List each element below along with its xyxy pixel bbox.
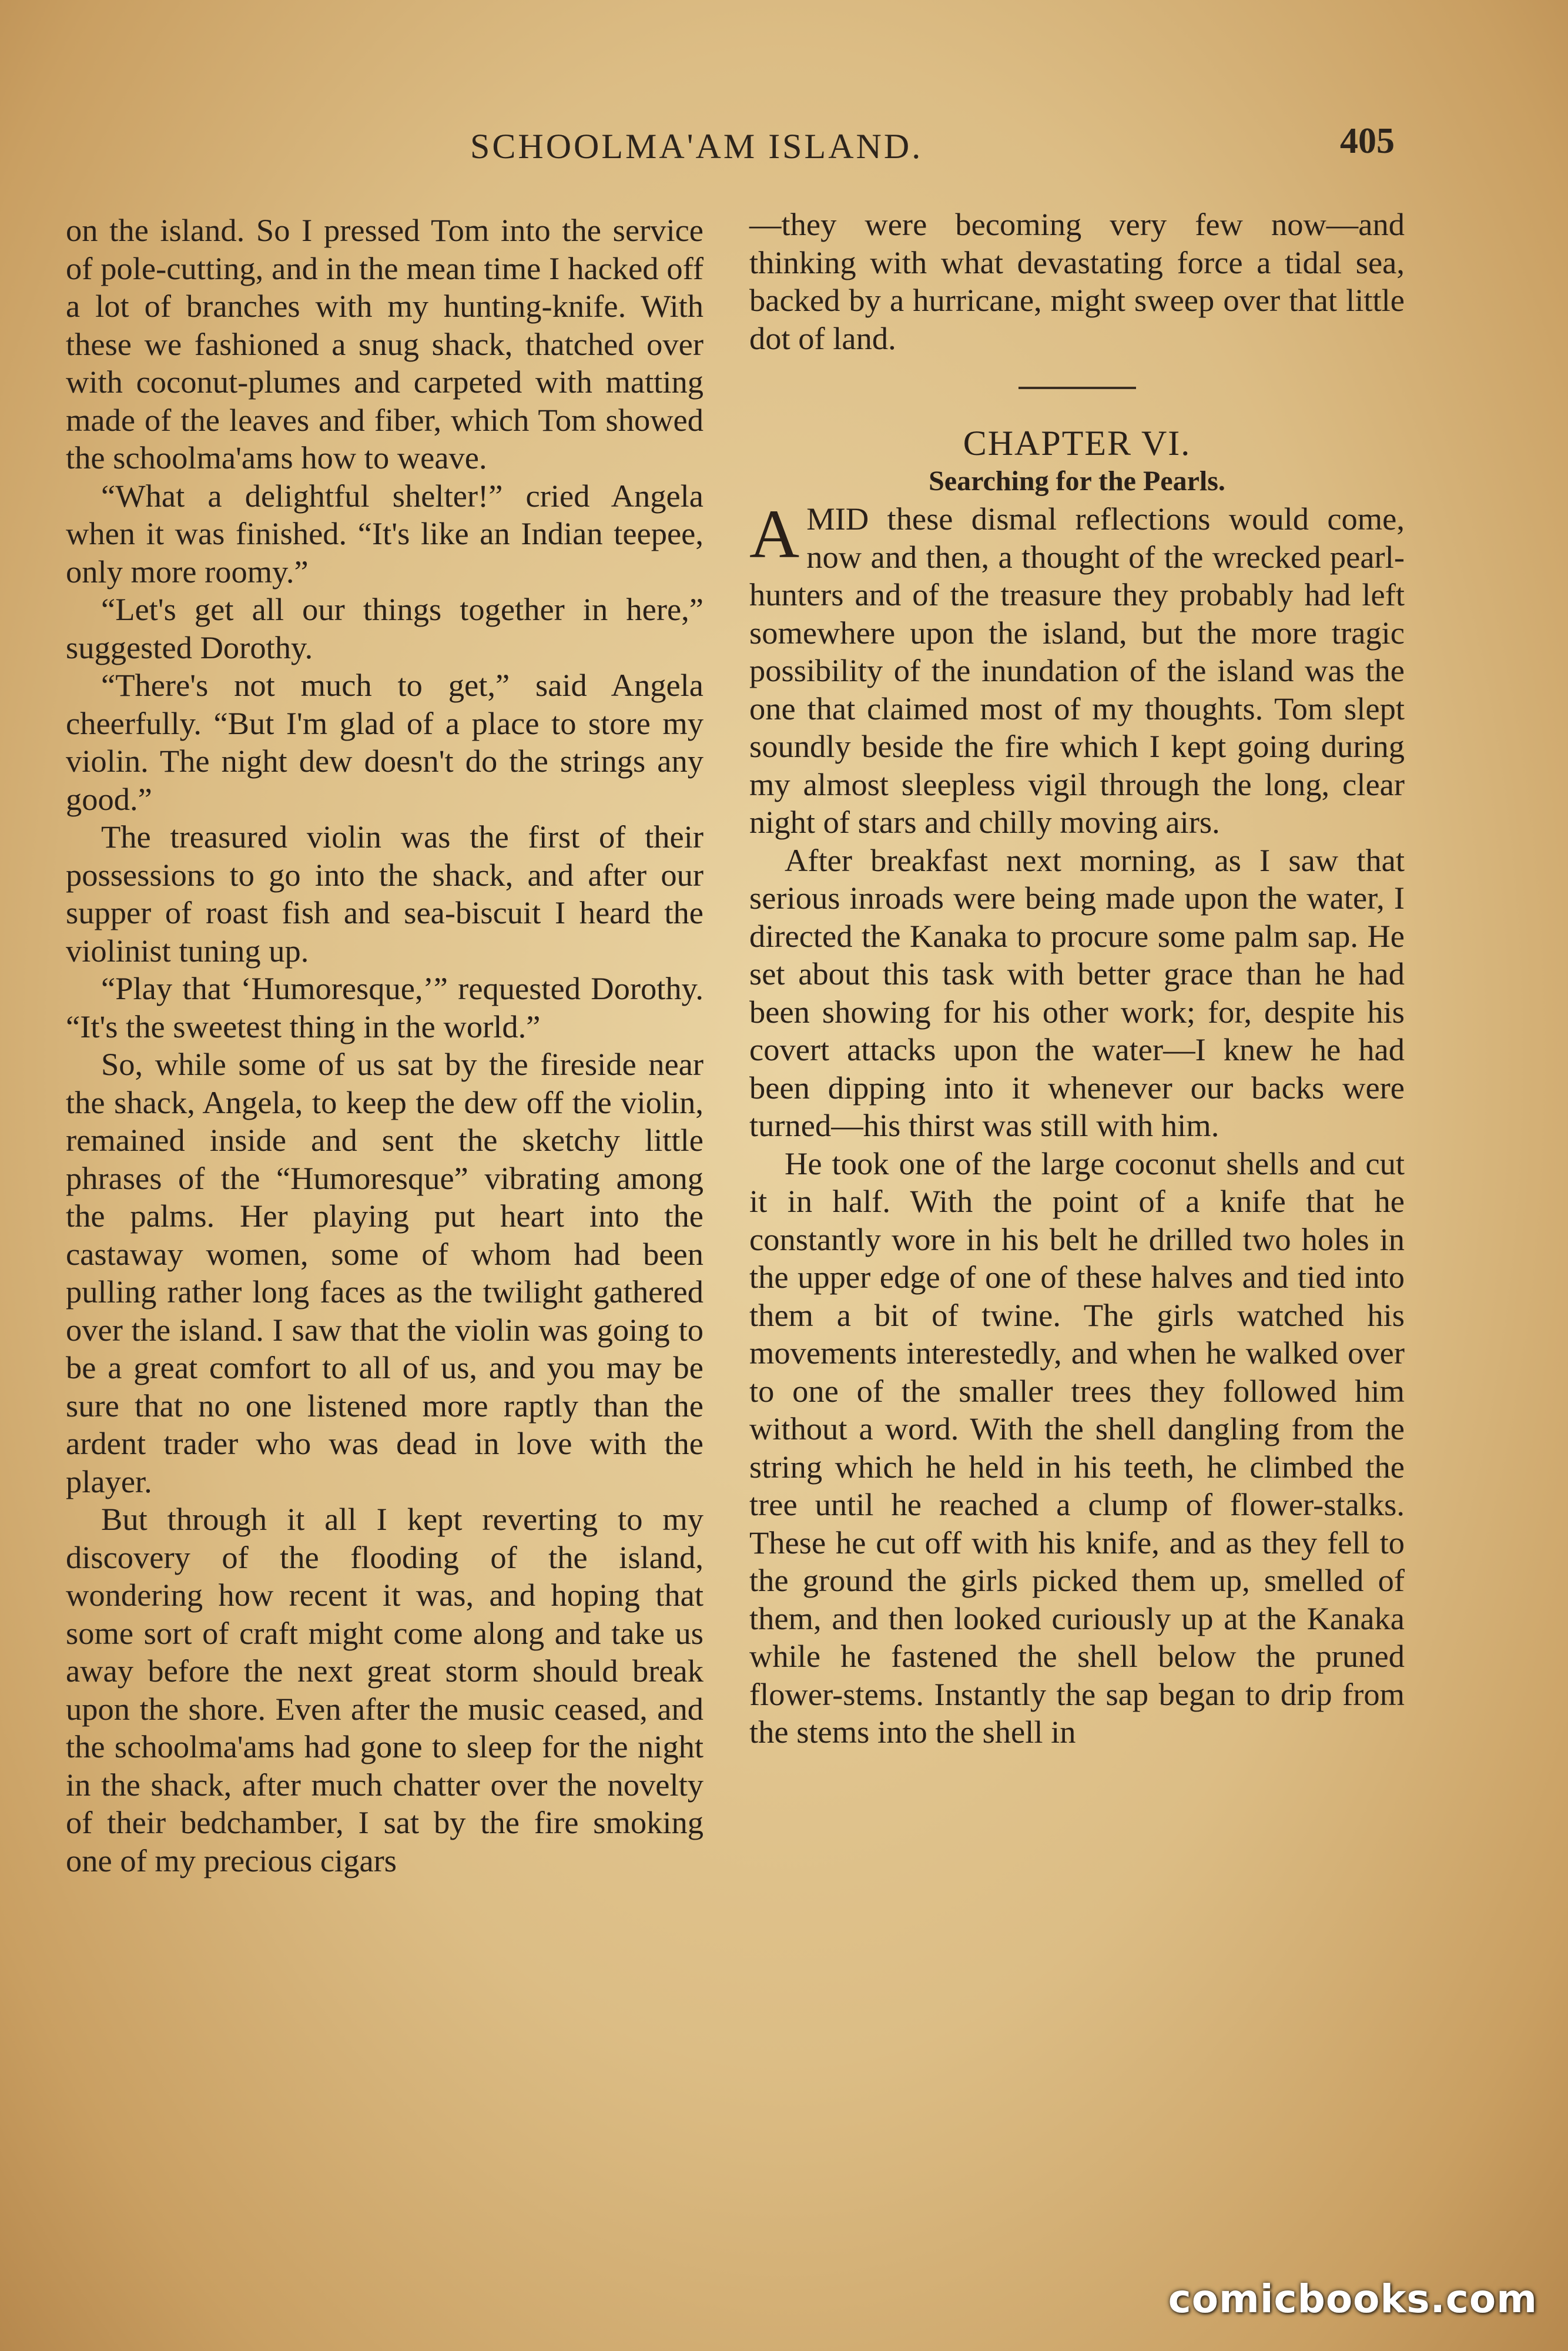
chapter-title: CHAPTER VI. xyxy=(963,424,1191,463)
paragraph: So, while some of us sat by the fireside near the shack, Angela, to keep the dew off the violin, remained inside and sent the sketchy little phrases of the “Humoresque” vibrating among the palms. Her playing put heart into the castaway women, some of whom had been pulling rather long faces as the twilight gathered over the island. I saw that the violin was going to be a great comfort to all of us, and you may be sure that no one listened more raptly than the ardent trader who was dead in love with the player. xyxy=(66,1046,703,1499)
paragraph: on the island. So I pressed Tom into the service of pole-cutting, and in the mean time I hacked off a lot of branches with my hunting-knife. With these we fashioned a snug shack, thatched over with coconut-plumes and carpeted with matting made of the leaves and fiber, which Tom showed the schoolma'ams how to weave. xyxy=(66,212,703,475)
paragraph: But through it all I kept reverting to my discovery of the flooding of the island, wondering how recent it was, and hoping that some sort of craft might come along and take us away before the next great storm should break upon the shore. Even after the music ceased, and the schoolma'ams had gone to sleep for the night in the shack, after much chatter over the novelty of their bedchamber, I sat by the fire smoking one of my precious cigars xyxy=(66,1501,703,1878)
chapter-opening-paragraph xyxy=(749,495,1405,842)
right-column xyxy=(749,206,1405,1751)
watermark: comicbooks.com xyxy=(1168,2276,1537,2322)
running-title: SCHOOLMA'AM ISLAND. xyxy=(470,127,923,166)
paragraph: After breakfast next morning, as I saw that serious inroads were being made upon the water, I directed the Kanaka to procure some palm sap. He set about this task with better grace than he had been showing for his other work; for, despite his covert attacks upon the water—I knew he had been dipping into it whenever our backs were turned—his thirst was still with him. xyxy=(749,842,1405,1143)
page-number: 405 xyxy=(1340,121,1395,161)
section-divider xyxy=(1018,387,1136,389)
paragraph: He took one of the large coconut shells and cut it in half. With the point of a knife that he constantly wore in his belt he drilled two holes in the upper edge of one of these halves and tied into them a bit of twine. The girls watched his movements interestedly, and when he walked over to one of the smaller trees they followed him without a word. With the shell dangling from the string which he held in his teeth, he climbed the tree until he reached a clump of flower-stalks. These he cut off with his knife, and as they fell to the ground the girls picked them up, smelled of them, and then looked curiously up at the Kanaka while he fastened the shell below the pruned flower-stems. Instantly the sap began to drip from the stems into the shell in xyxy=(749,1145,1405,1750)
left-column xyxy=(66,212,703,1880)
paragraph: “What a delightful shelter!” cried Angela when it was finished. “It's like an Indian teepee, only more roomy.” xyxy=(66,477,703,590)
opening-text: MID these dismal reflections would come, now and then, a thought of the wrecked pearl-hunters and of the treasure they probably had left somewhere upon the island, but the more tragic possibility of the inundation of the island was the one that claimed most of my thoughts. Tom slept soundly beside the fire which I kept going during my almost sleepless vigil through the long, clear night of stars and chilly moving airs. xyxy=(749,501,1405,840)
paragraph: “Play that ‘Humoresque,’” requested Dorothy. “It's the sweetest thing in the world.” xyxy=(66,970,703,1044)
continuation-paragraph: —they were becoming very few now—and thinking with what devastating force a tidal sea, backed by a hurricane, might sweep over that little dot of land. xyxy=(749,206,1405,356)
running-head xyxy=(0,120,1568,173)
drop-cap: A xyxy=(749,495,800,572)
chapter-subtitle: Searching for the Pearls. xyxy=(929,465,1225,497)
paragraph: The treasured violin was the first of their possessions to go into the shack, and after our supper of roast fish and sea-biscuit I heard the violinist tuning up. xyxy=(66,819,703,969)
paragraph: “There's not much to get,” said Angela cheerfully. “But I'm glad of a place to store my violin. The night dew doesn't do the strings any good.” xyxy=(66,667,703,817)
paragraph: “Let's get all our things together in here,” suggested Dorothy. xyxy=(66,591,703,665)
